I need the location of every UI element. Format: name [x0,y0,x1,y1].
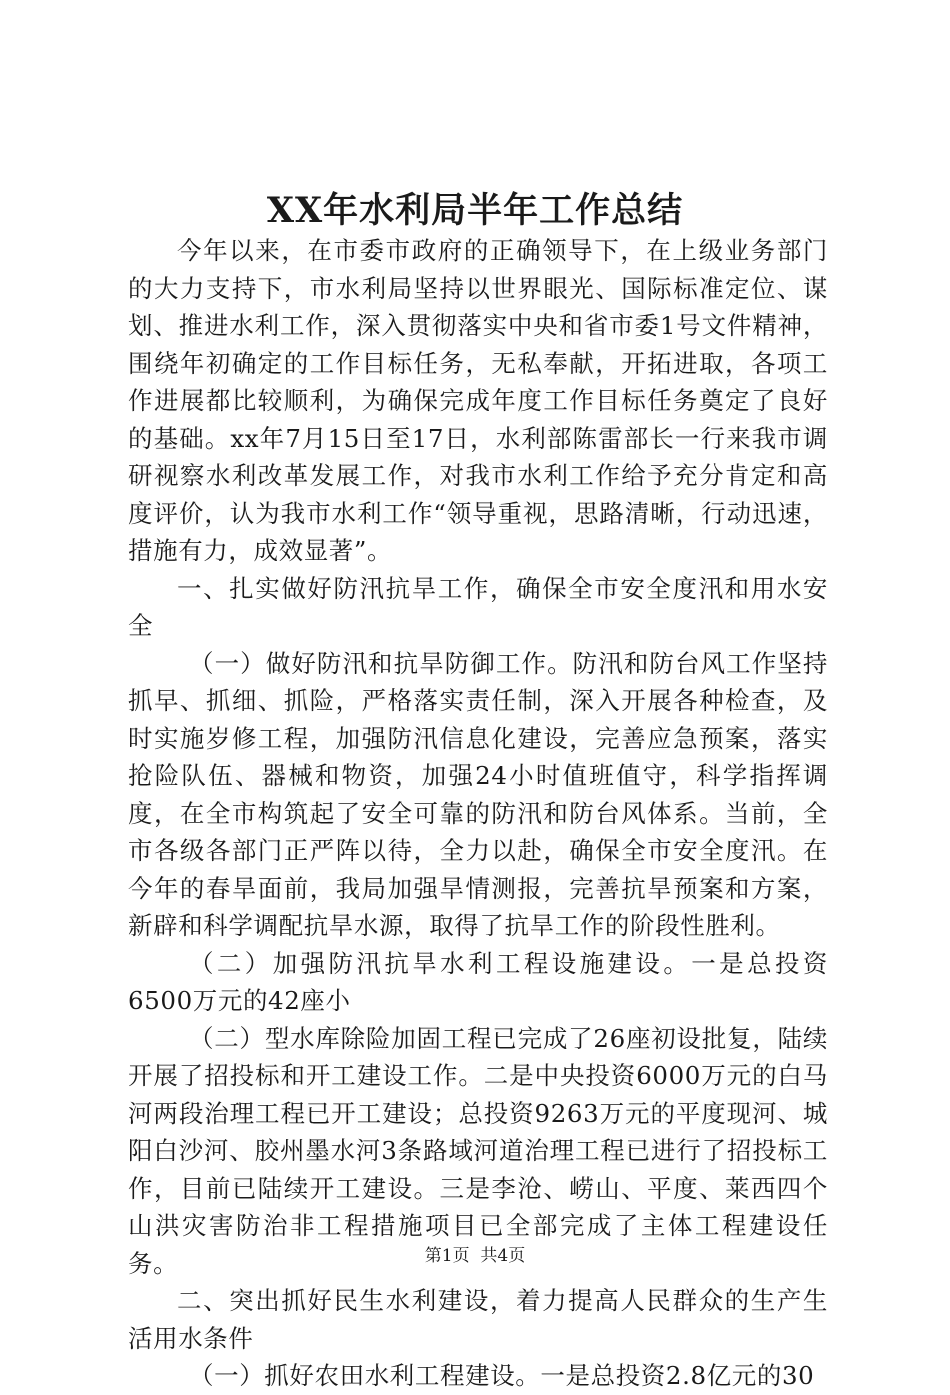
page-footer [0,1244,950,1268]
section-heading-1: 一、扎实做好防汛抗旱工作，确保全市安全度汛和用水安全 [128,573,828,640]
intro-paragraph: 今年以来，在市委市政府的正确领导下，在上级业务部门的大力支持下，市水利局坚持以世界眼光、国际标准定位、谋划、推进水利工作，深入贯彻落实中央和省市委1号文件精神，围绕年初确定的工作目标任务，无私奉献，开拓进取，各项工作进展都比较顺利，为确保完成年度工作目标任务奠定了良好的基础。xx年7月15日至17日，水利部陈雷部长一行来我市调研视察水利改革发展工作，对我市水利工作给予充分肯定和高度评价，认为我市水利工作“领导重视，思路清晰，行动迅速，措施有力，成效显著”。 [128,236,828,565]
section-heading-2: 二、突出抓好民生水利建设，着力提高人民群众的生产生活用水条件 [128,1286,828,1353]
flood-control-paragraph: （一）做好防汛和抗旱防御工作。防汛和防台风工作坚持抓早、抓细、抓险，严格落实责任制，深入开展各种检查，及时实施岁修工程，加强防汛信息化建设，完善应急预案，落实抢险队伍、器械和物资，加强24小时值班值守，科学指挥调度，在全市构筑起了安全可靠的防汛和防台风体系。当前，全市各级各部门正严阵以待，全力以赴，确保全市安全度汛。在今年的春旱面前，我局加强旱情测报，完善抗旱预案和方案，新辟和科学调配抗旱水源，取得了抗旱工作的阶段性胜利。 [128,648,828,940]
document-title: XX年水利局半年工作总结 [266,190,684,231]
page-number: 第1页 共4页 [424,1246,526,1266]
facility-construction-paragraph: （二）加强防汛抗旱水利工程设施建设。一是总投资6500万元的42座小 [128,948,828,1015]
reservoir-paragraph: （二）型水库除险加固工程已完成了26座初设批复，陆续开展了招投标和开工建设工作。二是中央投资6000万元的白马河两段治理工程已开工建设；总投资9263万元的平度现河、城阳白沙河、胶州墨水河3条路域河道治理工程已进行了招投标工作，目前已陆续开工建设。三是李沧、崂山、平度、莱西四个山洪灾害防治非工程措施项目已全部完成了主体工程建设任务。 [128,1023,828,1278]
document-body [128,232,828,1395]
farmland-paragraph: （一）抓好农田水利工程建设。一是总投资2.8亿元的30 [189,1361,815,1390]
